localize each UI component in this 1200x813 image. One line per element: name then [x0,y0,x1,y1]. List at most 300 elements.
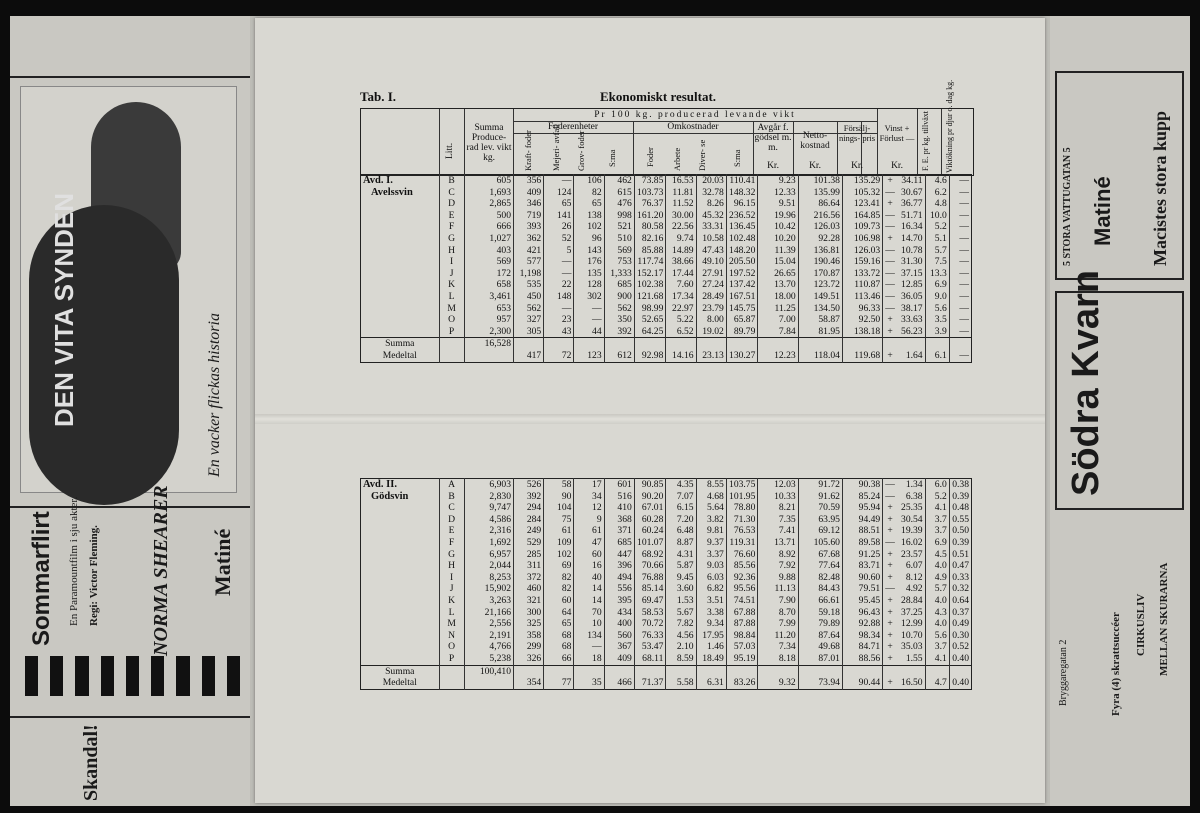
table-cell [726,665,758,677]
table-cell: 76.60 [726,549,758,561]
table-cell: 64.25 [634,326,666,338]
table-cell: 4.92 [905,583,923,595]
table-cell: 57.03 [726,641,758,653]
table-cell: 121.68 [634,291,666,303]
table-cell: 32.78 [696,187,726,199]
table-cell: 98.84 [726,630,758,642]
table-cell: 49.10 [696,256,726,268]
table-cell: 14.89 [666,245,696,257]
row-letter: L [439,291,464,303]
table-cell: — [949,175,971,187]
table-cell: 67.68 [798,549,842,561]
mean-cell: 73.94 [798,677,842,689]
table-cell: 25.35 [901,502,923,514]
table-cell: 22 [544,279,574,291]
table-cell: 95.94 [842,502,882,514]
table-cell [574,338,604,350]
table-cell: 410 [604,502,634,514]
table-cell: 152.17 [634,268,666,280]
section-label [361,549,440,561]
table-cell: 176 [574,256,604,268]
table-cell: 128 [574,279,604,291]
table-cell: 1.53 [666,595,696,607]
table-cell: 92.88 [842,618,882,630]
row-letter: O [439,314,464,326]
table-cell: 9.0 [925,291,949,303]
mean-cell: 417 [514,350,544,362]
section-label [361,525,440,537]
table-cell: 83.71 [842,560,882,572]
table-cell [949,665,971,677]
table-cell [798,338,842,350]
table-row [361,479,972,491]
table-cell: 28.49 [696,291,726,303]
table-cell: 161.20 [634,210,666,222]
table-cell: 61 [574,525,604,537]
table-cell: 658 [464,279,513,291]
table-cell: 9.88 [758,572,798,584]
table-cell: 94.49 [842,514,882,526]
mean-cell: 118.04 [798,350,842,362]
table-cell: 0.33 [949,572,971,584]
film-title: Sommarflirt [28,511,55,646]
header-kraftfoder: Kraft- foder [523,130,533,171]
table-cell: 136.45 [726,221,758,233]
table-cell: 33.63 [901,314,923,326]
table-cell: 90.60 [842,572,882,584]
table-cell [842,665,882,677]
table-cell: — [949,245,971,257]
table-cell: 7.99 [758,618,798,630]
table-cell: 4.3 [925,607,949,619]
row-letter: H [439,560,464,572]
table-cell: 26 [544,221,574,233]
table-cell [666,665,696,677]
table-cell: 4.6 [925,175,949,187]
table-cell: 8.59 [666,653,696,665]
table-cell: 396 [604,560,634,572]
table-cell: 367 [604,641,634,653]
table-cell: 311 [514,560,544,572]
table-cell: 4,766 [464,641,513,653]
table-cell: 69 [544,560,574,572]
table-cell: 135.99 [798,187,842,199]
table-cell: 6.03 [696,572,726,584]
table-cell: 3.38 [696,607,726,619]
table-cell: 76.88 [634,572,666,584]
table-cell: — [574,303,604,315]
mean-cell: 4.7 [925,677,949,689]
table-cell: 45.32 [696,210,726,222]
mean-cell: 0.40 [949,677,971,689]
table-cell: — [544,268,574,280]
table-row [361,198,972,210]
table-cell: 159.16 [842,256,882,268]
table-cell: + [883,549,897,561]
table-cell: 33.31 [696,221,726,233]
table-cell: 0.52 [949,641,971,653]
table-cell: + [883,326,897,338]
table-cell [925,338,949,350]
table-cell: 393 [514,221,544,233]
table-cell: — [883,291,897,303]
table-cell: 0.50 [949,525,971,537]
summa-row [361,338,972,350]
row-letter: G [439,549,464,561]
paper-fold [255,414,1045,424]
table-cell: + [883,618,897,630]
table-cell: 6.82 [696,583,726,595]
table-cell: 4,586 [464,514,513,526]
table-row [361,491,972,503]
mean-cell: 35 [574,677,604,689]
section-label [361,641,440,653]
table-cell: 78.80 [726,502,758,514]
mean-cell: 16.50 [901,677,923,689]
table-cell: 123.72 [798,279,842,291]
table-row [361,187,972,199]
row-letter: K [439,595,464,607]
summa-label: Summa [361,665,440,677]
table-cell: 14.70 [901,232,923,244]
section-label [361,630,440,642]
medeltal-row [361,350,972,362]
poster-title: DEN VITA SYNDEN [49,192,79,427]
table-cell: 653 [464,303,513,315]
table-row [361,595,972,607]
table-cell: 70.66 [634,560,666,572]
medeltal-label: Medeltal [382,349,417,361]
table-cell: 73.85 [634,175,666,187]
table-cell: 90.85 [634,479,666,491]
table-cell [634,338,666,350]
row-letter: F [439,221,464,233]
table-cell: 170.87 [798,268,842,280]
section-label [361,537,440,549]
table-cell: 66 [544,653,574,665]
header-lit: Litt. [445,142,455,159]
table-cell: 5.87 [666,560,696,572]
table-cell: 82 [544,572,574,584]
table-cell: 68 [544,630,574,642]
table-cell: 10.20 [758,233,798,245]
table-cell [464,350,513,362]
table-cell: 68.92 [634,549,666,561]
row-letter: I [439,256,464,268]
table-cell: + [883,502,897,514]
table-cell: 666 [464,221,513,233]
table-cell: 3.7 [925,514,949,526]
table-cell: 0.48 [949,502,971,514]
table-cell: 9 [574,514,604,526]
table-cell: 126.03 [842,245,882,257]
row-letter: D [439,514,464,526]
table-cell: 117.74 [634,256,666,268]
table-cell: 9.51 [758,198,798,210]
header-avgar: Avgår f. gödsel m. m. [754,123,792,153]
table-cell: 12.33 [758,187,798,199]
table-cell: 462 [604,175,634,187]
table-cell: 4.0 [925,618,949,630]
table-cell: 236.52 [726,210,758,222]
table-cell: 70.72 [634,618,666,630]
table-cell: 105.32 [842,187,882,199]
table-cell: 38.66 [666,256,696,268]
table-cell: 65 [544,618,574,630]
table-cell: 76.33 [634,630,666,642]
row-letter: E [439,525,464,537]
summa-row [361,665,972,677]
section-label [361,653,440,665]
table-cell: 84.71 [842,641,882,653]
table-cell [666,338,696,350]
table-cell: + [883,653,897,665]
table-cell: 67.01 [634,502,666,514]
film-director: Regi: Victor Fleming. [88,525,100,626]
table-cell: 6.07 [905,560,923,572]
table-cell: 88.51 [842,525,882,537]
table-cell: + [883,595,897,607]
header-diverse: Diver- se [697,139,707,171]
header-mejeri: Mejeri- avfall [551,124,561,171]
mean-cell: 77 [544,677,574,689]
row-letter: P [439,326,464,338]
table-cell: — [544,256,574,268]
table-cell: 0.38 [949,479,971,491]
table-cell: 516 [604,491,634,503]
table-cell: 6.52 [666,326,696,338]
mean-cell: + [883,677,897,689]
table-cell: 133.72 [842,268,882,280]
table-cell: 302 [574,291,604,303]
table-cell: 63.95 [798,514,842,526]
table-cell: 6.2 [925,187,949,199]
table-cell: 358 [514,630,544,642]
table-cell: 190.46 [798,256,842,268]
table-cell: 113.46 [842,291,882,303]
table-cell: 40 [574,572,604,584]
table-cell: 3.60 [666,583,696,595]
mellan-title: MELLAN SKURARNA [1158,562,1170,676]
header-sma1: S:ma [607,149,617,167]
table-cell: 11.39 [758,245,798,257]
table-cell [439,665,464,677]
table-cell: 74.51 [726,595,758,607]
table-cell: 134.50 [798,303,842,315]
header-kr-avgar: Kr. [767,161,779,171]
table-cell: 52.65 [634,314,666,326]
table-cell: 70 [574,607,604,619]
table-cell: 30.00 [666,210,696,222]
table-cell: 409 [514,187,544,199]
table-row [361,583,972,595]
table-cell: 7.41 [758,525,798,537]
table-cell: 9.74 [666,233,696,245]
table-row [361,268,972,280]
table-cell: 148.32 [726,187,758,199]
table-cell: 6.9 [925,279,949,291]
row-letter: G [439,233,464,245]
table-cell: 69.47 [634,595,666,607]
table-row [361,303,972,315]
table-cell: 64 [544,607,574,619]
table-row [361,291,972,303]
table-cell: 6.38 [905,490,923,502]
table-cell: 3.37 [696,549,726,561]
table-cell: 8.26 [696,198,726,210]
table-cell: 14 [574,583,604,595]
section-label [361,291,440,303]
table-cell: 4.0 [925,560,949,572]
table-cell: 8.00 [696,314,726,326]
table-cell: 91.25 [842,549,882,561]
summa-value: 16,528 [464,338,513,350]
row-letter: L [439,607,464,619]
section-label [361,618,440,630]
table-cell: 5.7 [925,583,949,595]
table-cell: 9.81 [696,525,726,537]
table-cell: 8.87 [666,537,696,549]
table-cell: + [883,233,897,245]
table-row [361,549,972,561]
table-cell: 135.29 [842,175,882,187]
header-netto: Netto- kostnad [800,131,830,151]
table-cell: 79.89 [798,618,842,630]
table-cell: + [883,572,897,584]
summa-label: Summa [361,338,440,350]
table-cell: 76.53 [726,525,758,537]
section-label: Gödsvin [371,490,409,502]
table-cell: 8.12 [905,571,923,583]
avd2-table [360,478,972,690]
table-cell: 22.56 [666,221,696,233]
mean-cell: 5.58 [666,677,696,689]
mean-cell: 612 [604,350,634,362]
table-cell: 71.30 [726,514,758,526]
poster-subtitle: En vacker flickas historia [206,313,223,477]
table-cell: 103.75 [726,479,758,491]
table-cell: 4.56 [666,630,696,642]
table-cell: 101.38 [798,175,842,187]
table-cell: 4.9 [925,572,949,584]
row-letter: B [439,491,464,503]
table-cell: 37.25 [901,606,923,618]
table-cell: 5.64 [696,502,726,514]
table-cell: — [949,256,971,268]
mean-cell: 1.64 [905,349,923,361]
row-letter: M [439,303,464,315]
table-cell: 17.34 [666,291,696,303]
table-cell: 143 [574,245,604,257]
table-cell [696,665,726,677]
table-row [361,607,972,619]
table-cell: 82 [544,583,574,595]
table-cell: 2,316 [464,525,513,537]
table-cell: 8,253 [464,572,513,584]
table-cell: 5.7 [925,245,949,257]
table-cell: 284 [514,514,544,526]
table-cell: 167.51 [726,291,758,303]
mean-cell: 354 [514,677,544,689]
header-omkostnader: Omkostnader [667,122,719,132]
table-cell: + [883,560,897,572]
table-cell: 7.82 [666,618,696,630]
table-cell [514,665,544,677]
table-cell: 43 [544,326,574,338]
table-cell: — [949,291,971,303]
table-cell: 10.78 [901,244,923,256]
table-cell: 0.40 [949,653,971,665]
table-cell: — [949,268,971,280]
row-letter: P [439,653,464,665]
table-cell: 5.67 [666,607,696,619]
table-cell [464,677,513,689]
mean-cell: 90.44 [842,677,882,689]
table-cell: 123.41 [842,198,882,210]
table-cell: 577 [514,256,544,268]
table-cell: 101.07 [634,537,666,549]
table-cell: 4.31 [666,549,696,561]
stripe-border [25,656,240,696]
table-cell: 110.41 [726,175,758,187]
table-row [361,326,972,338]
table-cell: 447 [604,549,634,561]
table-cell: 1.55 [905,652,923,664]
table-cell: 136.81 [798,245,842,257]
table-cell: 350 [604,314,634,326]
mean-cell: — [949,350,971,362]
table-row [361,279,972,291]
table-cell: 6.48 [666,525,696,537]
table-cell: 0.30 [949,630,971,642]
row-letter: C [439,502,464,514]
table-cell: 409 [604,653,634,665]
table-cell: 106 [574,175,604,187]
table-cell: 44 [574,326,604,338]
table-cell: — [883,279,897,291]
table-cell: 19.02 [696,326,726,338]
mean-cell: 14.16 [666,350,696,362]
table-cell: 1,693 [464,187,513,199]
table-cell: 6.9 [925,537,949,549]
mean-cell: 23.13 [696,350,726,362]
table-cell: 9,747 [464,502,513,514]
table-cell: 30.54 [901,513,923,525]
header-pr100: Pr 100 kg. producerad levande vikt [594,110,796,120]
table-cell: 60 [574,549,604,561]
table-cell: 4.8 [925,198,949,210]
table-cell: 105.60 [798,537,842,549]
section-label [361,198,440,210]
table-cell: 0.51 [949,549,971,561]
table-cell: 4.5 [925,549,949,561]
table-cell: 37.15 [901,267,923,279]
table-cell: 17.44 [666,268,696,280]
table-cell [634,665,666,677]
table-cell: 66.61 [798,595,842,607]
row-letter: K [439,279,464,291]
table-cell [604,665,634,677]
table-cell: 90.20 [634,491,666,503]
table-row [361,618,972,630]
table-cell: — [883,491,897,503]
table-cell: 65.87 [726,314,758,326]
table-cell: 10.70 [901,629,923,641]
table-cell: 137.42 [726,279,758,291]
table-cell: 23 [544,314,574,326]
table-cell: 400 [604,618,634,630]
table-cell: 106.98 [842,233,882,245]
